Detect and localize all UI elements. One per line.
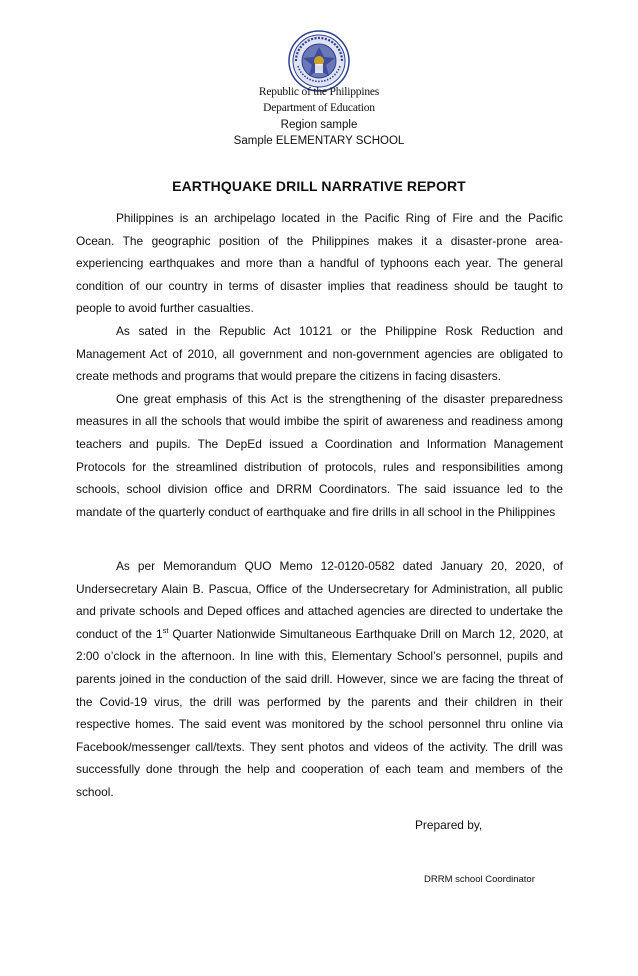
paragraph-1: Philippines is an archipelago located in the Pacific Ring of Fire and the Pacific Ocean. The geographic position of the Philippines makes it a disaster-prone area-experiencing earthquakes and more than a handful of typhoons each year. The general condition of our country in terms of disaster implies that readiness should be taught to people to avoid further casualties. — [76, 211, 563, 316]
paragraph-4-end: Quarter Nationwide Simultaneous Earthquake Drill on March 12, 2020, at 2:00 o’clock in the afternoon. In line with this, Elementary School’s personnel, pupils and parents joined in the conduction of the said drill. However, since we are facing the threat of the Covid-19 virus, the drill was performed by the parents and their children in their respective homes. The said event was monitored by the school personnel thru online via Facebook/messenger call/texts. They sent photos and videos of the activity. The drill was successfully done through the help and cooperation of each team and members of the school. — [76, 626, 563, 799]
region-line: Region sample — [280, 119, 358, 131]
paragraph-2: As sated in the Republic Act 10121 or the Philippine Rosk Reduction and Management Act of 2010, all government and non-government agencies are obligated to create methods and programs that would prepare the citizens in facing disasters. — [76, 323, 563, 384]
report-body-part-2 — [76, 555, 563, 804]
department-line: Department of Education — [263, 102, 375, 114]
paragraph-4-start: As per Memorandum QUO Memo 12-0120-0582 dated January 20, 2020, of Undersecretary Alain B. Pascua, Office of the Undersecretary for Administration, all public and private schools and Deped offices and attached agencies are directed to undertake the conduct of the 1 — [76, 559, 563, 641]
deped-seal-icon — [288, 30, 350, 92]
prepared-by-label: Prepared by, — [415, 818, 483, 832]
report-body-part-1 — [76, 207, 563, 523]
paragraph-3: One great emphasis of this Act is the strengthening of the disaster preparedness measures in all the schools that would imbibe the spirit of awareness and readiness among teachers and pupils. The DepEd issued a Coordination and Information Management Protocols for the streamlined distribution of protocols, rules and responsibilities among schools, school division office and DRRM Coordinators. The said issuance led to the mandate of the quarterly conduct of earthquake and fire drills in all school in the Philippines — [76, 391, 563, 519]
school-line: Sample ELEMENTARY SCHOOL — [233, 135, 405, 147]
ordinal-suffix: st — [162, 625, 169, 635]
report-title: EARTHQUAKE DRILL NARRATIVE REPORT — [172, 178, 466, 194]
republic-line: Republic of the Philippines — [258, 86, 380, 98]
coordinator-role: DRRM school Coordinator — [424, 874, 535, 885]
paragraph-4 — [76, 555, 563, 804]
